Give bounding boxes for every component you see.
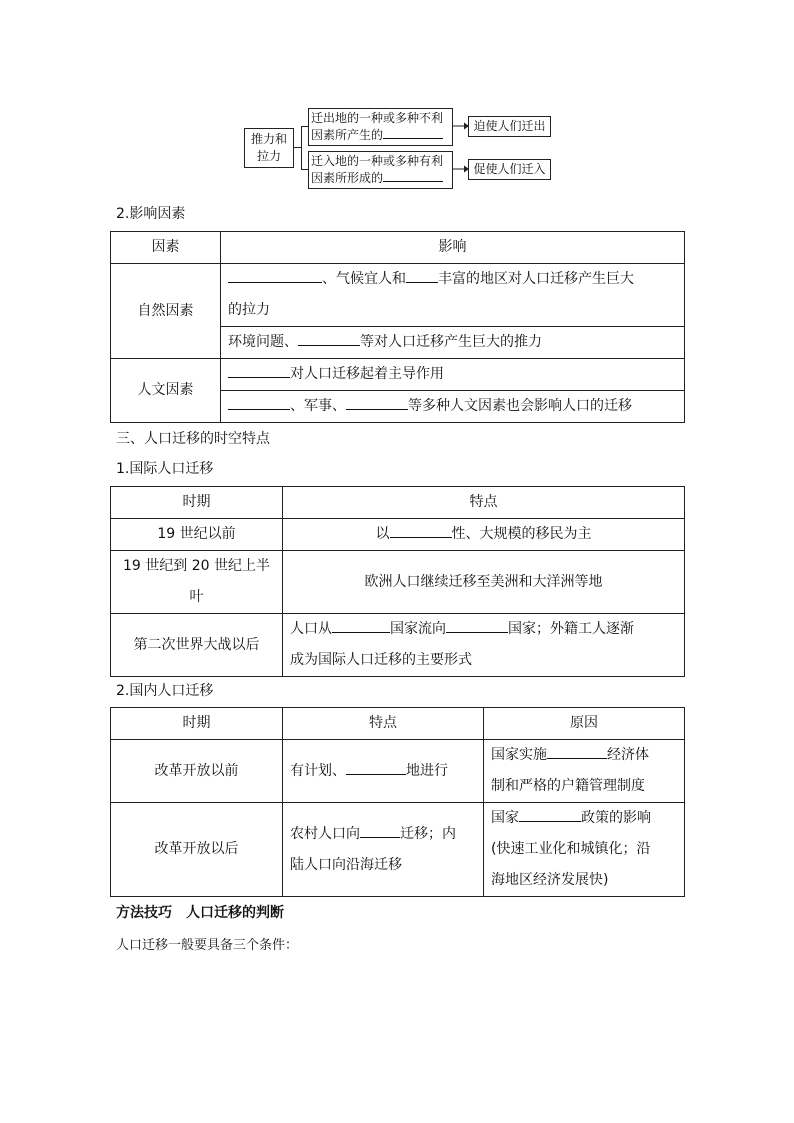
feature-cell: 欧洲人口继续迁移至美洲和大洋洲等地 bbox=[283, 551, 685, 614]
section-influence-title: 2.影响因素 bbox=[116, 206, 186, 222]
text-fragment: 、气候宜人和 bbox=[322, 271, 406, 287]
text-fragment: 等对人口迁移产生巨大的推力 bbox=[360, 334, 542, 350]
text-fragment: 国家流向 bbox=[390, 621, 446, 637]
feature-cell bbox=[283, 519, 685, 551]
section-spatiotemporal-title: 三、人口迁移的时空特点 bbox=[116, 431, 270, 447]
text-fragment: 经济体 bbox=[607, 747, 649, 763]
period-cell: 19 世纪以前 bbox=[111, 519, 283, 551]
table-row bbox=[111, 803, 685, 897]
table-row bbox=[111, 487, 685, 519]
push-factor-box bbox=[308, 108, 453, 146]
natural-effect-1 bbox=[221, 264, 685, 327]
text-fragment: (快速工业化和城镇化；沿 bbox=[491, 841, 651, 857]
section-international-title: 1.国际人口迁移 bbox=[116, 461, 214, 477]
table-row bbox=[111, 740, 685, 803]
blank-field bbox=[228, 363, 290, 378]
text-fragment: 丰富的地区对人口迁移产生巨大 bbox=[438, 271, 634, 287]
blank-field bbox=[298, 331, 360, 346]
table-row bbox=[111, 519, 685, 551]
text-fragment: 性、大规模的移民为主 bbox=[451, 526, 592, 542]
human-factor-cell: 人文因素 bbox=[111, 359, 221, 423]
text-fragment: 、军事、 bbox=[290, 398, 346, 414]
blank-pull bbox=[383, 170, 443, 182]
blank-field bbox=[360, 823, 400, 838]
period-cell: 改革开放以前 bbox=[111, 740, 283, 803]
blank-field bbox=[346, 395, 408, 410]
blank-field bbox=[346, 760, 406, 775]
international-migration-table bbox=[110, 486, 685, 677]
center-label-line1: 推力和 bbox=[250, 132, 287, 146]
natural-factor-cell: 自然因素 bbox=[111, 264, 221, 359]
text-fragment: 对人口迁移起着主导作用 bbox=[290, 366, 444, 382]
table-row bbox=[111, 614, 685, 677]
push-factor-line1: 迁出地的一种或多种不利 bbox=[311, 111, 444, 125]
push-factor-line2: 因素所产生的 bbox=[311, 128, 384, 142]
reason-cell bbox=[484, 740, 685, 803]
text-fragment: 迁移；内 bbox=[400, 825, 456, 842]
text-fragment: 等多种人文因素也会影响人口的迁移 bbox=[408, 398, 632, 414]
blank-field bbox=[519, 807, 581, 822]
blank-field bbox=[390, 523, 452, 538]
text-fragment: 农村人口向 bbox=[290, 825, 360, 842]
center-label-line2: 拉力 bbox=[256, 149, 281, 163]
human-effect-1 bbox=[221, 359, 685, 391]
method-tip-title: 方法技巧 人口迁移的判断 bbox=[116, 905, 284, 921]
blank-push bbox=[383, 127, 443, 139]
table-row bbox=[111, 551, 685, 614]
pull-factor-line1: 迁入地的一种或多种有利 bbox=[311, 154, 444, 168]
period-cell bbox=[111, 551, 283, 614]
pull-result-label: 促使人们迁入 bbox=[473, 162, 546, 176]
human-effect-2 bbox=[221, 391, 685, 423]
blank-field bbox=[228, 395, 290, 410]
header-feature: 特点 bbox=[283, 708, 484, 740]
header-effect: 影响 bbox=[221, 232, 685, 264]
blank-field bbox=[332, 618, 390, 633]
reason-cell bbox=[484, 803, 685, 897]
text-fragment: 成为国际人口迁移的主要形式 bbox=[290, 652, 472, 668]
table-row bbox=[111, 264, 685, 327]
period-cell: 第二次世界大战以后 bbox=[111, 614, 283, 677]
table-row bbox=[111, 232, 685, 264]
bracket-vertical bbox=[301, 126, 302, 170]
text-fragment: 国家 bbox=[491, 810, 519, 826]
header-period: 时期 bbox=[111, 487, 283, 519]
diagram-center-box bbox=[244, 128, 294, 168]
push-factor-line2-wrap bbox=[311, 127, 450, 144]
text-fragment: 制和严格的户籍管理制度 bbox=[491, 778, 645, 794]
text-fragment: 以 bbox=[375, 526, 390, 542]
text-fragment: 叶 bbox=[189, 589, 204, 605]
header-factor: 因素 bbox=[111, 232, 221, 264]
text-fragment: 19 世纪到 20 世纪上半 bbox=[123, 558, 270, 574]
text-fragment: 海地区经济发展快) bbox=[491, 872, 609, 888]
domestic-migration-table bbox=[110, 707, 685, 897]
blank-field bbox=[547, 744, 607, 759]
blank-field bbox=[446, 618, 508, 633]
text-fragment: 人口从 bbox=[290, 621, 332, 637]
method-tip-text: 人口迁移一般要具备三个条件： bbox=[116, 938, 299, 953]
blank-field bbox=[406, 268, 438, 283]
table-row bbox=[111, 359, 685, 391]
text-fragment: 政策的影响 bbox=[581, 810, 651, 826]
pull-factor-line2-wrap bbox=[311, 170, 450, 187]
text-fragment: 有计划、 bbox=[290, 762, 346, 779]
period-cell: 改革开放以后 bbox=[111, 803, 283, 897]
text-fragment: 陆人口向沿海迁移 bbox=[290, 856, 402, 873]
header-period: 时期 bbox=[111, 708, 283, 740]
table-row bbox=[111, 708, 685, 740]
push-result-box bbox=[468, 116, 551, 137]
natural-effect-2 bbox=[221, 327, 685, 359]
feature-cell bbox=[283, 803, 484, 897]
header-feature: 特点 bbox=[283, 487, 685, 519]
influence-table bbox=[110, 231, 685, 423]
text-fragment: 的拉力 bbox=[228, 302, 270, 318]
blank-field bbox=[228, 268, 322, 283]
header-reason: 原因 bbox=[484, 708, 685, 740]
feature-cell bbox=[283, 614, 685, 677]
text-fragment: 环境问题、 bbox=[228, 334, 298, 350]
feature-cell bbox=[283, 740, 484, 803]
text-fragment: 国家；外籍工人逐渐 bbox=[508, 621, 634, 637]
pull-result-box bbox=[468, 159, 551, 180]
arrow-right-icon bbox=[453, 164, 469, 174]
pull-factor-box bbox=[308, 151, 453, 189]
text-fragment: 国家实施 bbox=[491, 747, 547, 763]
section-domestic-title: 2.国内人口迁移 bbox=[116, 683, 214, 699]
text-fragment: 地进行 bbox=[406, 762, 448, 779]
pull-factor-line2: 因素所形成的 bbox=[311, 171, 384, 185]
push-result-label: 迫使人们迁出 bbox=[473, 119, 546, 133]
arrow-right-icon bbox=[453, 121, 469, 131]
